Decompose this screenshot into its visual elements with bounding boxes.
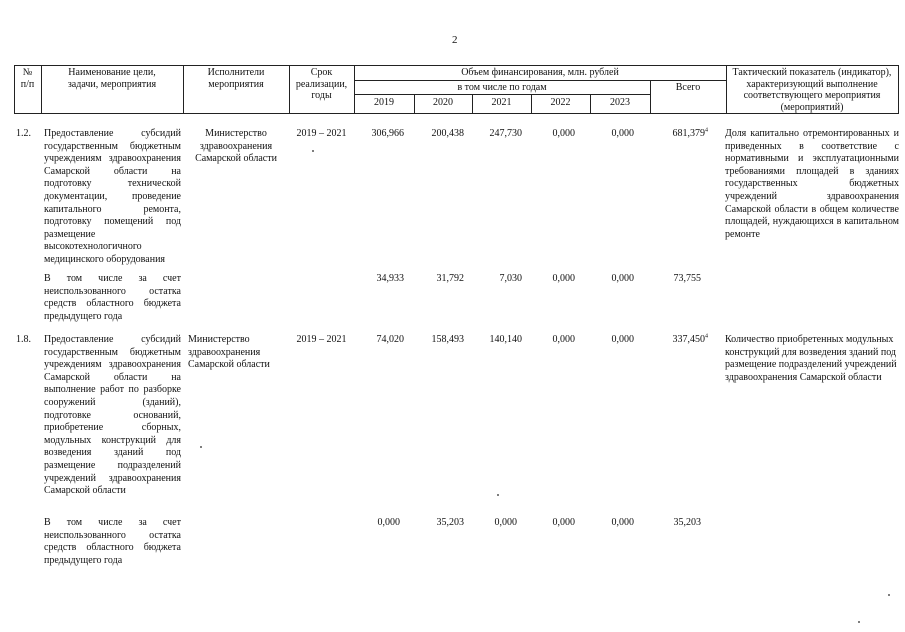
page-number: 2 <box>452 34 458 46</box>
row-indicator: Доля капитально отремонтированных и приведенных в соответствие с нормативными и эксплуатационными требованиями площадей в зданиях государственных бюджетных учреждений здравоохранения Самарской области в общем количестве площадей, нуждающихся в капитальном ремонте <box>725 128 899 240</box>
row-value-2023: 0,000 <box>611 273 634 284</box>
header-funding-divider <box>354 80 726 81</box>
row-total <box>650 334 708 347</box>
row-total-footnote: 4 <box>705 127 708 134</box>
row-term: 2019 – 2021 <box>296 128 347 139</box>
header-total: Всего <box>675 82 701 93</box>
row-value-2020: 35,203 <box>436 517 464 528</box>
row-value-2019: 0,000 <box>377 517 400 528</box>
header-num: № п/п <box>20 67 35 90</box>
row-name: В том числе за счет неиспользованного остатка средств областного бюджета предыдущего года <box>44 517 181 566</box>
row-total: 73,755 <box>673 273 701 284</box>
row-name: Предоставление субсидий государственным бюджетным учреждениям здравоохранения Самарской области на подготовку технической документации, проведение капитального ремонта, подготовку помещений под размещение высокотехнологичного медицинского оборудования <box>44 128 181 265</box>
header-year: 2019 <box>374 97 394 108</box>
row-value-2022: 0,000 <box>552 128 575 139</box>
header-executor: Исполнители мероприятия <box>207 67 265 90</box>
scan-speck <box>858 621 860 623</box>
row-value-2020: 158,493 <box>431 334 464 345</box>
row-term: 2019 – 2021 <box>296 334 347 345</box>
header-indicator: Тактический показатель (индикатор), характеризующий выполнение соответствующего мероприятия (мероприятий) <box>732 67 892 113</box>
row-value-2020: 31,792 <box>436 273 464 284</box>
row-value-2022: 0,000 <box>552 334 575 345</box>
row-name: В том числе за счет неиспользованного остатка средств областного бюджета предыдущего года <box>44 273 181 322</box>
row-value-2022: 0,000 <box>552 517 575 528</box>
row-total-value: 681,379 <box>672 128 705 139</box>
header-term: Срок реализации, годы <box>295 67 348 101</box>
row-num: 1.2. <box>16 128 31 139</box>
row-total-footnote: 4 <box>705 333 708 340</box>
scan-speck <box>200 446 202 448</box>
scan-speck <box>888 594 890 596</box>
row-total: 35,203 <box>673 517 701 528</box>
scan-speck <box>312 150 314 152</box>
row-value-2019: 34,933 <box>376 273 404 284</box>
header-bottom-border <box>14 113 898 114</box>
scan-speck <box>497 494 499 496</box>
row-num: 1.8. <box>16 334 31 345</box>
row-value-2023: 0,000 <box>611 517 634 528</box>
row-value-2019: 306,966 <box>371 128 404 139</box>
row-value-2021: 140,140 <box>489 334 522 345</box>
row-value-2021: 7,030 <box>499 273 522 284</box>
row-value-2023: 0,000 <box>611 334 634 345</box>
header-years-divider <box>354 94 650 95</box>
header-year: 2022 <box>550 97 571 108</box>
row-total-value: 337,450 <box>672 334 705 345</box>
header-year: 2020 <box>433 97 453 108</box>
header-funding: Объем финансирования, млн. рублей <box>461 67 619 78</box>
row-value-2019: 74,020 <box>376 334 404 345</box>
row-name: Предоставление субсидий государственным бюджетным учреждениям здравоохранения Самарской области на выполнение работ по разборке сооружений (зданий), подготовке оснований, приобретение сборных, модульных конструкций для возведения зданий под размещение подразделений учреждений здравоохранения Самарской области <box>44 334 181 497</box>
row-value-2021: 0,000 <box>494 517 517 528</box>
row-executor: Министерство здравоохранения Самарской области <box>188 334 270 371</box>
header-year: 2023 <box>610 97 630 108</box>
row-value-2023: 0,000 <box>611 128 634 139</box>
row-executor: Министерство здравоохранения Самарской области <box>195 128 277 164</box>
row-total <box>650 128 708 141</box>
row-value-2020: 200,438 <box>431 128 464 139</box>
header-vline <box>898 65 899 114</box>
header-name: Наименование цели, задачи, мероприятия <box>67 67 157 90</box>
row-indicator: Количество приобретенных модульных конструкций для возведения зданий под размещение подразделений учреждений здравоохранения Самарской области <box>725 334 897 383</box>
row-value-2021: 247,730 <box>489 128 522 139</box>
header-top-border <box>14 65 898 66</box>
header-by-years: в том числе по годам <box>457 82 547 93</box>
header-year: 2021 <box>491 97 512 108</box>
row-value-2022: 0,000 <box>552 273 575 284</box>
